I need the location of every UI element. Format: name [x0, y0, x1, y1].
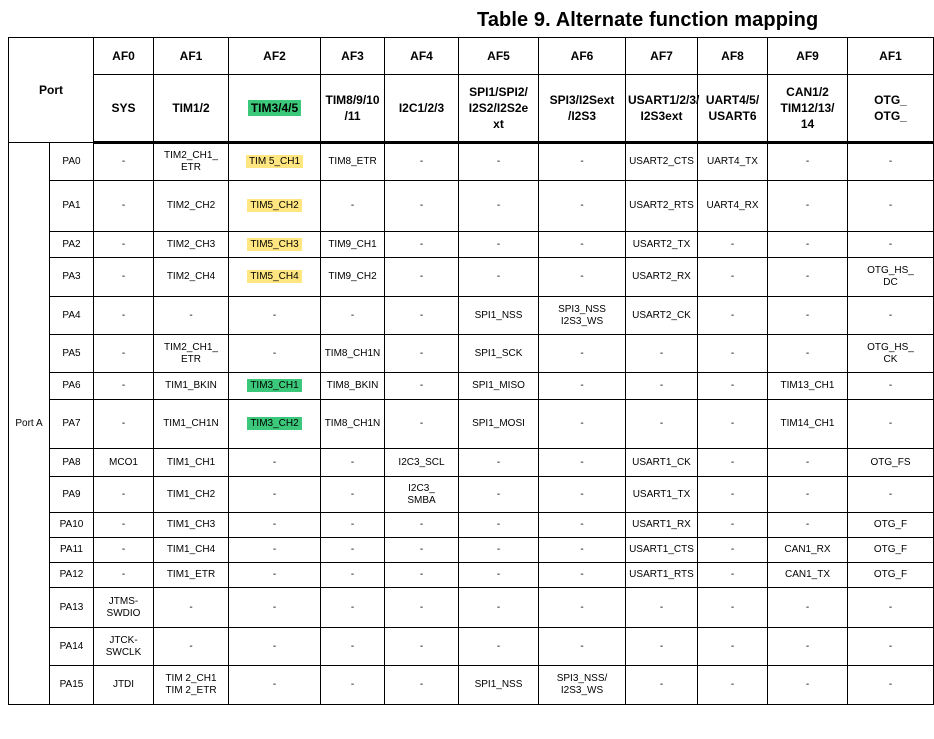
table-cell: - — [94, 181, 154, 232]
table-cell — [229, 143, 321, 181]
table-cell: - — [768, 477, 848, 513]
function-header-0: SYS — [94, 75, 154, 143]
table-cell: - — [94, 232, 154, 258]
table-cell: - — [768, 181, 848, 232]
table-cell: - — [539, 335, 626, 373]
table-cell: - — [848, 181, 934, 232]
table-cell: TIM1_CH1N — [154, 400, 229, 449]
pin-name: PA5 — [50, 335, 94, 373]
table-row — [9, 628, 934, 666]
table-cell: TIM9_CH2 — [321, 258, 385, 297]
table-cell: - — [459, 563, 539, 588]
pin-name: PA11 — [50, 538, 94, 563]
table-cell: - — [698, 373, 768, 400]
pin-name: PA6 — [50, 373, 94, 400]
table-cell: - — [698, 400, 768, 449]
pin-name: PA9 — [50, 477, 94, 513]
table-cell: TIM2_CH4 — [154, 258, 229, 297]
table-cell: - — [154, 588, 229, 628]
table-cell: TIM8_CH1N — [321, 400, 385, 449]
af-header-8: AF8 — [698, 38, 768, 75]
table-cell: - — [385, 297, 459, 335]
table-cell: I2C3_ SMBA — [385, 477, 459, 513]
table-cell: - — [385, 513, 459, 538]
function-header-2 — [229, 75, 321, 143]
function-header-9: CAN1/2 TIM12/13/ 14 — [768, 75, 848, 143]
table-cell: - — [154, 297, 229, 335]
table-cell: UART4_TX — [698, 143, 768, 181]
table-cell: - — [459, 258, 539, 297]
table-cell: JTCK- SWCLK — [94, 628, 154, 666]
table-cell: - — [459, 538, 539, 563]
table-cell: TIM2_CH1_ ETR — [154, 335, 229, 373]
table-cell: - — [539, 181, 626, 232]
table-cell: TIM 2_CH1 TIM 2_ETR — [154, 666, 229, 705]
table-cell: TIM9_CH1 — [321, 232, 385, 258]
af-header-9: AF9 — [768, 38, 848, 75]
table-cell: - — [229, 477, 321, 513]
table-cell: - — [848, 143, 934, 181]
table-row — [9, 335, 934, 373]
table-cell: - — [229, 563, 321, 588]
function-header-5: SPI1/SPI2/ I2S2/I2S2e xt — [459, 75, 539, 143]
table-cell — [229, 400, 321, 449]
table-cell: SPI3_NSS I2S3_WS — [539, 297, 626, 335]
table-cell: - — [94, 297, 154, 335]
table-cell — [229, 232, 321, 258]
table-row — [9, 373, 934, 400]
table-cell: USART2_TX — [626, 232, 698, 258]
alternate-function-table — [8, 37, 934, 705]
table-cell: - — [848, 477, 934, 513]
function-header-8: UART4/5/ USART6 — [698, 75, 768, 143]
table-cell: - — [539, 628, 626, 666]
table-cell: - — [385, 400, 459, 449]
table-cell: TIM2_CH2 — [154, 181, 229, 232]
af-number-row — [9, 38, 934, 75]
table-cell: - — [94, 143, 154, 181]
table-cell: USART1_RTS — [626, 563, 698, 588]
table-cell: - — [321, 297, 385, 335]
pin-name: PA4 — [50, 297, 94, 335]
table-cell: - — [768, 513, 848, 538]
table-cell: TIM8_ETR — [321, 143, 385, 181]
function-header-7: USART1/2/3/ I2S3ext — [626, 75, 698, 143]
table-cell: - — [154, 628, 229, 666]
table-cell: OTG_F — [848, 538, 934, 563]
table-row — [9, 513, 934, 538]
port-header: Port — [9, 38, 94, 143]
table-cell: - — [229, 449, 321, 477]
table-cell: - — [459, 588, 539, 628]
table-cell: SPI1_MISO — [459, 373, 539, 400]
table-cell: - — [698, 513, 768, 538]
port-group-label: Port A — [9, 143, 50, 705]
table-cell: - — [768, 232, 848, 258]
table-cell: - — [539, 400, 626, 449]
table-cell: - — [768, 666, 848, 705]
table-row — [9, 297, 934, 335]
af-header-2: AF2 — [229, 38, 321, 75]
table-cell: SPI1_NSS — [459, 666, 539, 705]
table-cell: - — [94, 400, 154, 449]
pin-name: PA12 — [50, 563, 94, 588]
table-cell: SPI1_NSS — [459, 297, 539, 335]
table-cell: - — [459, 513, 539, 538]
table-row — [9, 258, 934, 297]
table-cell: - — [539, 373, 626, 400]
highlight-green: TIM3/4/5 — [248, 100, 301, 116]
table-cell: - — [848, 588, 934, 628]
table-cell: TIM2_CH1_ ETR — [154, 143, 229, 181]
table-cell: - — [459, 449, 539, 477]
table-cell: JTDI — [94, 666, 154, 705]
table-cell: TIM1_CH2 — [154, 477, 229, 513]
table-cell: - — [539, 258, 626, 297]
table-cell: - — [94, 258, 154, 297]
table-cell: - — [539, 232, 626, 258]
pin-name: PA13 — [50, 588, 94, 628]
table-row — [9, 400, 934, 449]
table-cell: - — [768, 588, 848, 628]
table-cell: JTMS- SWDIO — [94, 588, 154, 628]
table-cell: USART2_CTS — [626, 143, 698, 181]
af-header-5: AF5 — [459, 38, 539, 75]
table-cell: - — [94, 477, 154, 513]
table-cell: USART2_RX — [626, 258, 698, 297]
table-cell: - — [459, 181, 539, 232]
table-cell: - — [385, 588, 459, 628]
table-cell: USART1_CK — [626, 449, 698, 477]
table-cell: - — [768, 143, 848, 181]
function-header-1: TIM1/2 — [154, 75, 229, 143]
table-cell: USART2_RTS — [626, 181, 698, 232]
table-cell: - — [848, 400, 934, 449]
table-cell: - — [229, 588, 321, 628]
table-cell — [229, 373, 321, 400]
table-cell: - — [459, 143, 539, 181]
table-title: Table 9. Alternate function mapping — [477, 9, 819, 31]
table-cell: - — [539, 513, 626, 538]
highlight-green: TIM3_CH1 — [247, 379, 301, 392]
table-cell: - — [698, 335, 768, 373]
table-cell: CAN1_TX — [768, 563, 848, 588]
table-cell: - — [385, 232, 459, 258]
table-cell: USART2_CK — [626, 297, 698, 335]
table-cell: OTG_HS_ CK — [848, 335, 934, 373]
table-cell: - — [229, 666, 321, 705]
table-cell: - — [321, 588, 385, 628]
table-cell: - — [698, 258, 768, 297]
table-cell: - — [848, 666, 934, 705]
function-header-10: OTG_ OTG_ — [848, 75, 934, 143]
table-cell: - — [385, 373, 459, 400]
table-cell: - — [229, 513, 321, 538]
table-cell: TIM1_ETR — [154, 563, 229, 588]
table-cell: - — [385, 628, 459, 666]
table-cell: - — [626, 400, 698, 449]
table-cell: SPI3_NSS/ I2S3_WS — [539, 666, 626, 705]
table-cell: - — [698, 628, 768, 666]
table-cell: - — [768, 628, 848, 666]
table-cell: - — [626, 588, 698, 628]
table-cell: - — [698, 232, 768, 258]
table-cell: - — [385, 666, 459, 705]
table-cell: TIM13_CH1 — [768, 373, 848, 400]
table-cell: - — [459, 477, 539, 513]
table-cell: MCO1 — [94, 449, 154, 477]
table-cell: USART1_RX — [626, 513, 698, 538]
table-row — [9, 477, 934, 513]
table-row — [9, 143, 934, 181]
table-row — [9, 449, 934, 477]
table-cell: - — [626, 335, 698, 373]
table-cell: - — [385, 143, 459, 181]
table-cell: - — [459, 628, 539, 666]
table-cell: - — [385, 181, 459, 232]
table-cell — [229, 181, 321, 232]
table-row — [9, 538, 934, 563]
table-row — [9, 232, 934, 258]
table-cell: - — [321, 513, 385, 538]
table-cell: - — [229, 335, 321, 373]
table-cell: - — [698, 666, 768, 705]
pin-name: PA0 — [50, 143, 94, 181]
table-cell: - — [539, 588, 626, 628]
table-row — [9, 666, 934, 705]
highlight-yellow: TIM 5_CH1 — [246, 155, 303, 168]
table-cell: - — [385, 335, 459, 373]
table-cell: CAN1_RX — [768, 538, 848, 563]
table-cell: - — [848, 628, 934, 666]
pin-name: PA2 — [50, 232, 94, 258]
table-cell: SPI1_SCK — [459, 335, 539, 373]
af-header-4: AF4 — [385, 38, 459, 75]
function-header-6: SPI3/I2Sext /I2S3 — [539, 75, 626, 143]
table-cell: SPI1_MOSI — [459, 400, 539, 449]
table-cell: - — [321, 538, 385, 563]
pin-name: PA8 — [50, 449, 94, 477]
table-cell: - — [385, 538, 459, 563]
table-cell: - — [94, 563, 154, 588]
table-cell: - — [321, 666, 385, 705]
table-cell: - — [229, 297, 321, 335]
table-cell: UART4_RX — [698, 181, 768, 232]
table-cell: - — [848, 373, 934, 400]
table-cell: - — [698, 477, 768, 513]
pin-name: PA1 — [50, 181, 94, 232]
af-header-3: AF3 — [321, 38, 385, 75]
table-cell: - — [698, 563, 768, 588]
table-cell: - — [385, 563, 459, 588]
table-cell: TIM1_CH4 — [154, 538, 229, 563]
pin-name: PA3 — [50, 258, 94, 297]
af-header-10: AF1 — [848, 38, 934, 75]
table-cell: - — [768, 258, 848, 297]
table-cell: - — [321, 477, 385, 513]
table-cell: - — [848, 232, 934, 258]
table-cell: - — [768, 335, 848, 373]
table-row — [9, 563, 934, 588]
highlight-yellow: TIM5_CH3 — [247, 238, 301, 251]
table-cell: - — [698, 588, 768, 628]
pin-name: PA7 — [50, 400, 94, 449]
table-cell: - — [698, 297, 768, 335]
table-cell: - — [768, 449, 848, 477]
table-cell: TIM8_BKIN — [321, 373, 385, 400]
af-header-7: AF7 — [626, 38, 698, 75]
function-row — [9, 75, 934, 143]
table-cell: - — [94, 513, 154, 538]
table-cell: TIM14_CH1 — [768, 400, 848, 449]
table-cell: I2C3_SCL — [385, 449, 459, 477]
table-cell: - — [626, 666, 698, 705]
table-cell: - — [539, 538, 626, 563]
highlight-yellow: TIM5_CH4 — [247, 270, 301, 283]
table-cell: OTG_F — [848, 513, 934, 538]
table-cell: - — [698, 449, 768, 477]
highlight-yellow: TIM5_CH2 — [247, 199, 301, 212]
table-cell: - — [539, 477, 626, 513]
table-cell: OTG_FS — [848, 449, 934, 477]
table-cell: - — [626, 373, 698, 400]
table-cell: TIM1_CH3 — [154, 513, 229, 538]
highlight-green: TIM3_CH2 — [247, 417, 301, 430]
table-cell: TIM2_CH3 — [154, 232, 229, 258]
pin-name: PA15 — [50, 666, 94, 705]
table-cell: TIM1_BKIN — [154, 373, 229, 400]
af-header-1: AF1 — [154, 38, 229, 75]
table-row — [9, 181, 934, 232]
table-body — [9, 143, 934, 705]
pin-name: PA14 — [50, 628, 94, 666]
table-cell: - — [94, 335, 154, 373]
table-cell: TIM8_CH1N — [321, 335, 385, 373]
function-header-4: I2C1/2/3 — [385, 75, 459, 143]
table-cell: - — [459, 232, 539, 258]
pin-name: PA10 — [50, 513, 94, 538]
table-cell: - — [94, 538, 154, 563]
table-cell: - — [321, 449, 385, 477]
table-cell: - — [698, 538, 768, 563]
table-cell: USART1_TX — [626, 477, 698, 513]
table-cell: - — [229, 538, 321, 563]
table-cell: - — [321, 563, 385, 588]
function-header-3: TIM8/9/10 /11 — [321, 75, 385, 143]
table-cell: - — [768, 297, 848, 335]
table-cell: - — [229, 628, 321, 666]
af-header-6: AF6 — [539, 38, 626, 75]
table-cell: - — [94, 373, 154, 400]
table-cell: - — [539, 143, 626, 181]
table-cell: - — [539, 563, 626, 588]
af-header-0: AF0 — [94, 38, 154, 75]
table-cell: - — [626, 628, 698, 666]
table-cell: - — [848, 297, 934, 335]
table-cell: - — [321, 181, 385, 232]
table-cell: - — [539, 449, 626, 477]
table-cell: TIM1_CH1 — [154, 449, 229, 477]
table-cell: OTG_HS_ DC — [848, 258, 934, 297]
table-row — [9, 588, 934, 628]
table-cell: - — [321, 628, 385, 666]
table-cell — [229, 258, 321, 297]
table-cell: USART1_CTS — [626, 538, 698, 563]
table-cell: - — [385, 258, 459, 297]
table-cell: OTG_F — [848, 563, 934, 588]
